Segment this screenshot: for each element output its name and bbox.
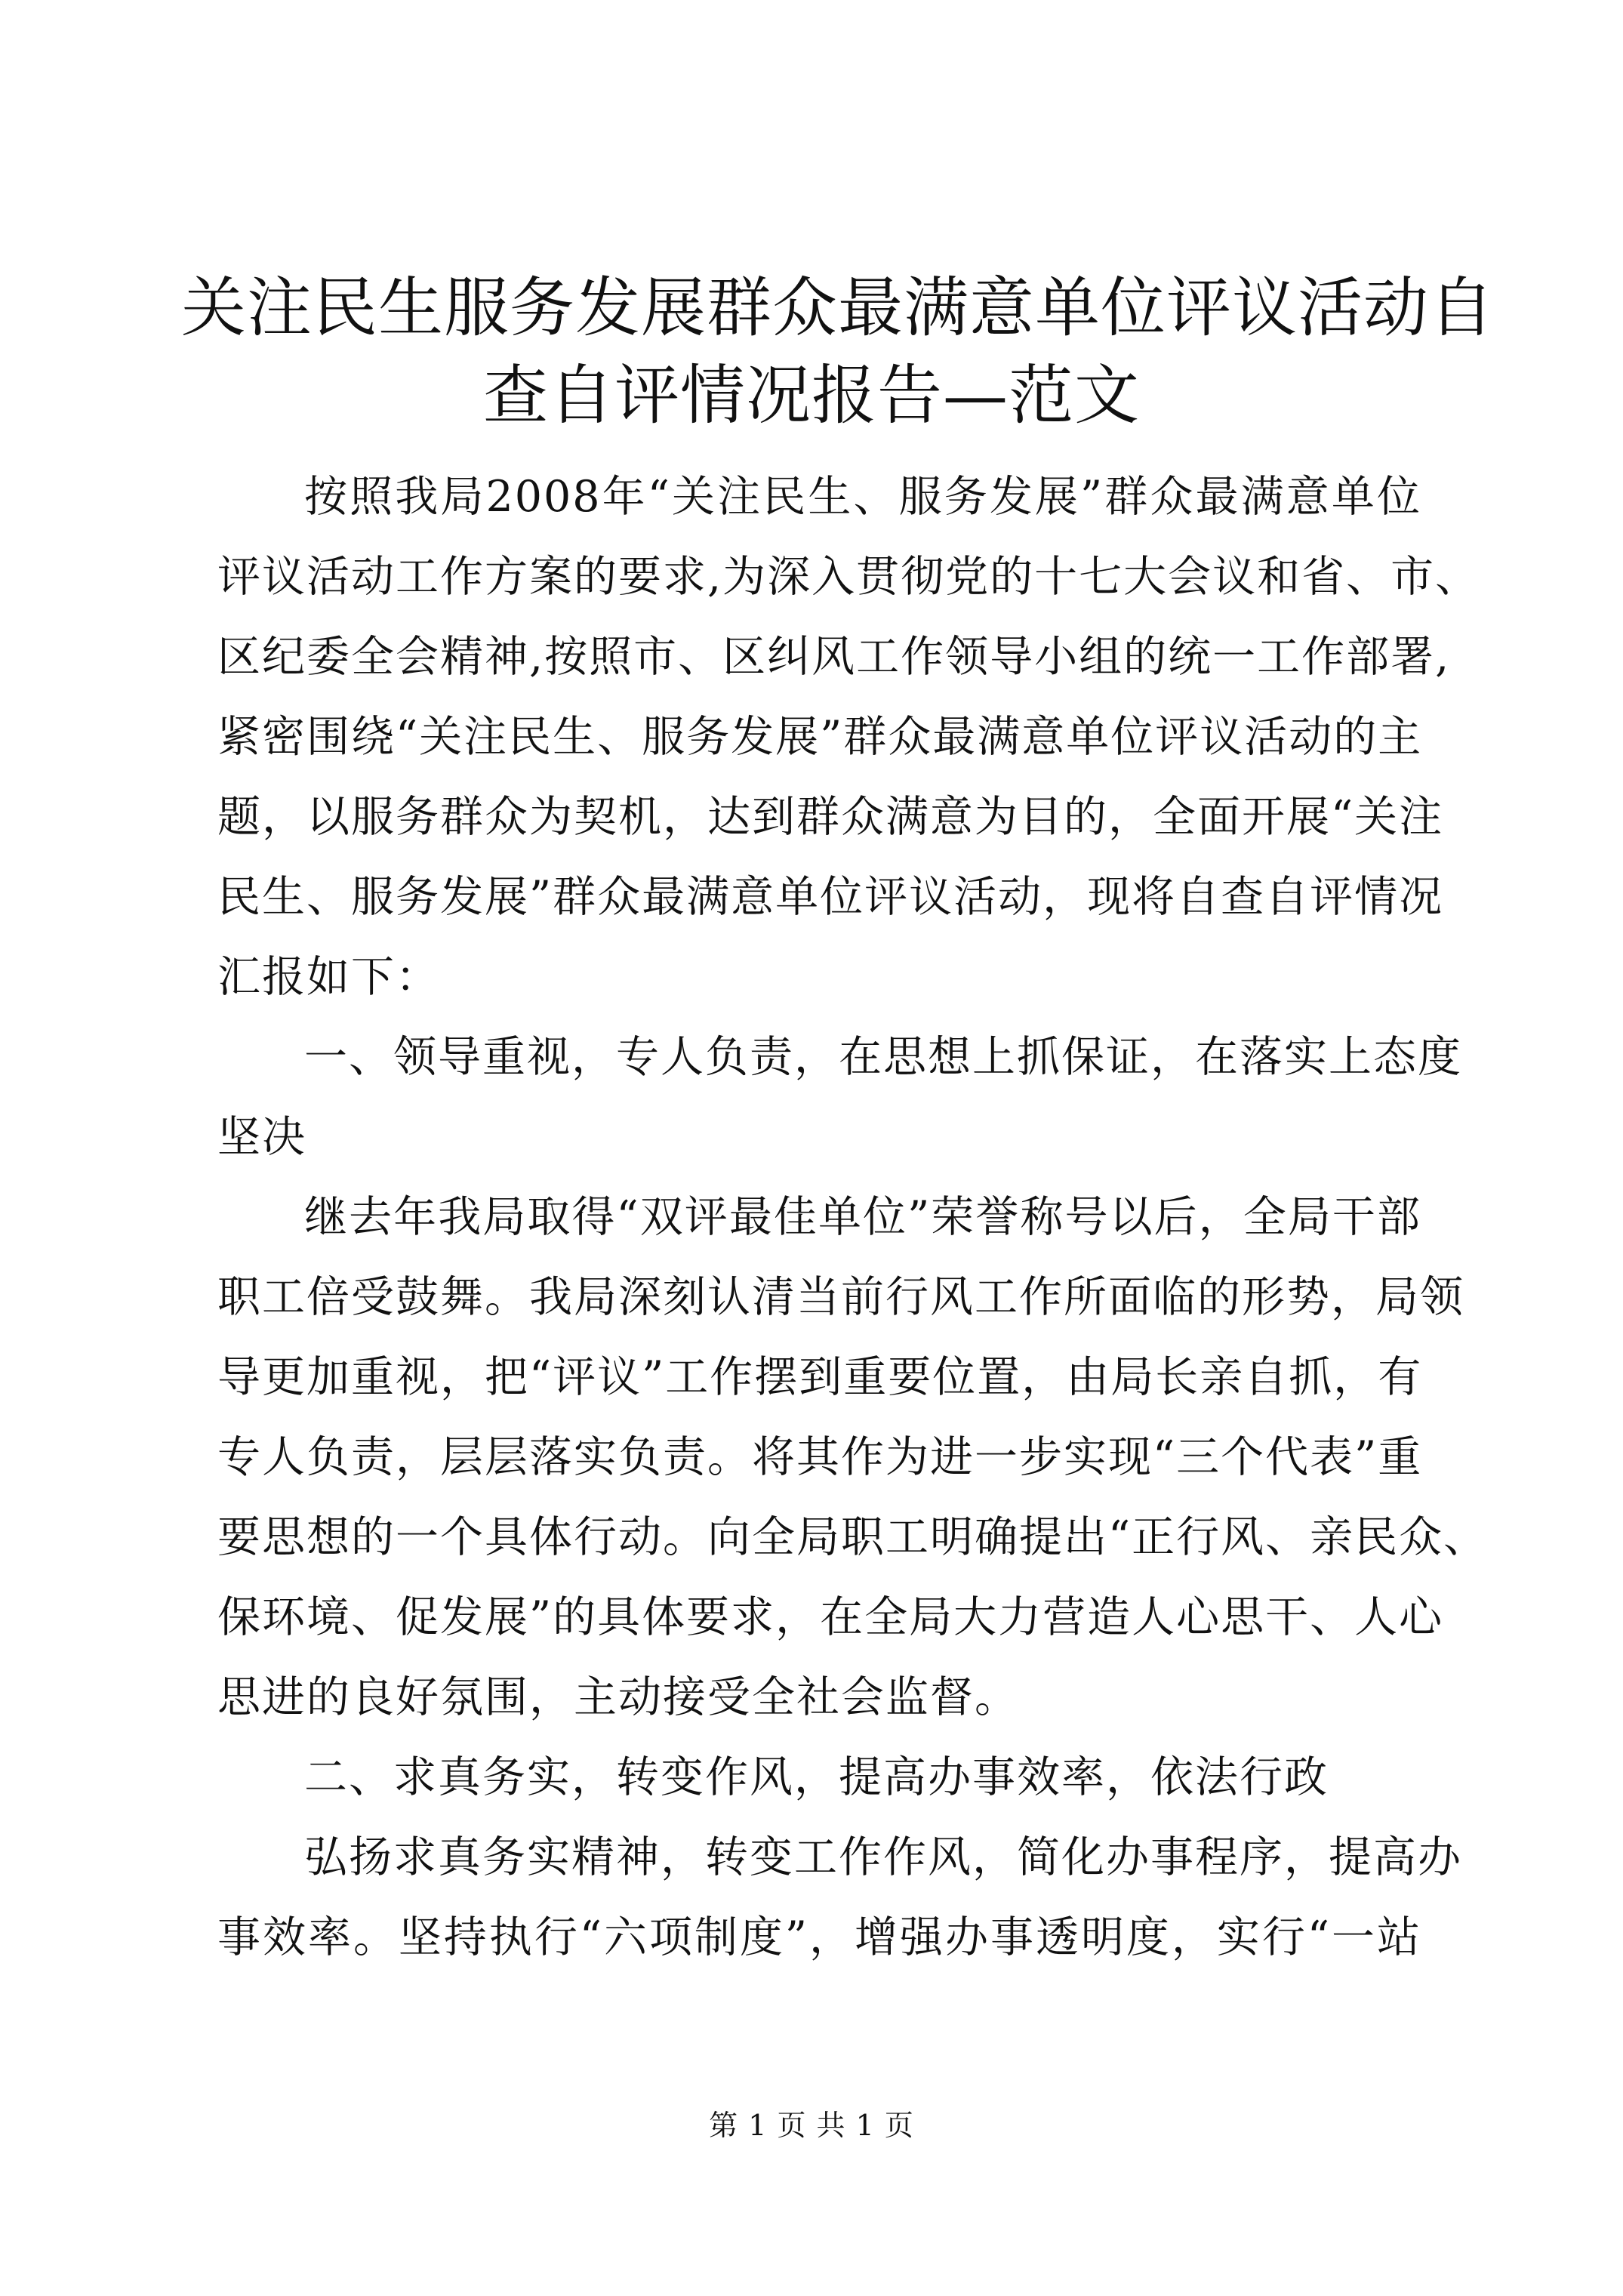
body-line: 评议活动工作方案的要求,为深入贯彻党的十七大会议和省、市、 <box>217 552 1480 602</box>
section-heading-line: 一、领导重视，专人负责，在思想上抓保证，在落实上态度 <box>304 1032 1462 1082</box>
title-line-1: 关注民生服务发展群众最满意单位评议活动自 <box>181 270 1495 346</box>
section-heading-line: 坚决 <box>217 1112 306 1162</box>
body-line: 职工倍受鼓舞。我局深刻认清当前行风工作所面临的形势，局领 <box>217 1272 1464 1322</box>
body-line: 题，以服务群众为契机，达到群众满意为目的，全面开展“关注 <box>217 792 1444 842</box>
body-line: 事效率。坚持执行“六项制度”，增强办事透明度，实行“一站 <box>217 1912 1421 1962</box>
document-title <box>181 264 1495 439</box>
body-line: 继去年我局取得“双评最佳单位”荣誉称号以后，全局干部 <box>304 1192 1421 1242</box>
body-line: 民生、服务发展”群众最满意单位评议活动，现将自查自评情况 <box>217 872 1444 922</box>
page-number-footer: 第 1 页 共 1 页 <box>709 2109 914 2142</box>
title-line-2: 查自评情况报告—范文 <box>483 358 1140 433</box>
body-line: 保环境、促发展”的具体要求，在全局大力营造人心思干、人心 <box>217 1592 1444 1642</box>
body-line: 要思想的一个具体行动。向全局职工明确提出“正行风、亲民众、 <box>217 1512 1489 1562</box>
body-line: 区纪委全会精神,按照市、区纠风工作领导小组的统一工作部署, <box>217 632 1451 682</box>
body-line: 汇报如下： <box>217 952 440 1002</box>
document-body <box>217 468 1489 1989</box>
body-line: 弘扬求真务实精神，转变工作作风，简化办事程序，提高办 <box>304 1832 1462 1882</box>
body-line: 导更加重视，把“评议”工作摆到重要位置，由局长亲自抓，有 <box>217 1352 1423 1402</box>
body-line: 紧密围绕“关注民生、服务发展”群众最满意单位评议活动的主 <box>217 712 1423 762</box>
body-line: 按照我局2008年“关注民生、服务发展”群众最满意单位 <box>304 472 1421 522</box>
body-line: 思进的良好氛围，主动接受全社会监督。 <box>217 1672 1019 1722</box>
body-line: 专人负责，层层落实负责。将其作为进一步实现“三个代表”重 <box>217 1432 1423 1482</box>
section-heading-line: 二、求真务实，转变作风，提高办事效率，依法行政 <box>304 1752 1329 1802</box>
